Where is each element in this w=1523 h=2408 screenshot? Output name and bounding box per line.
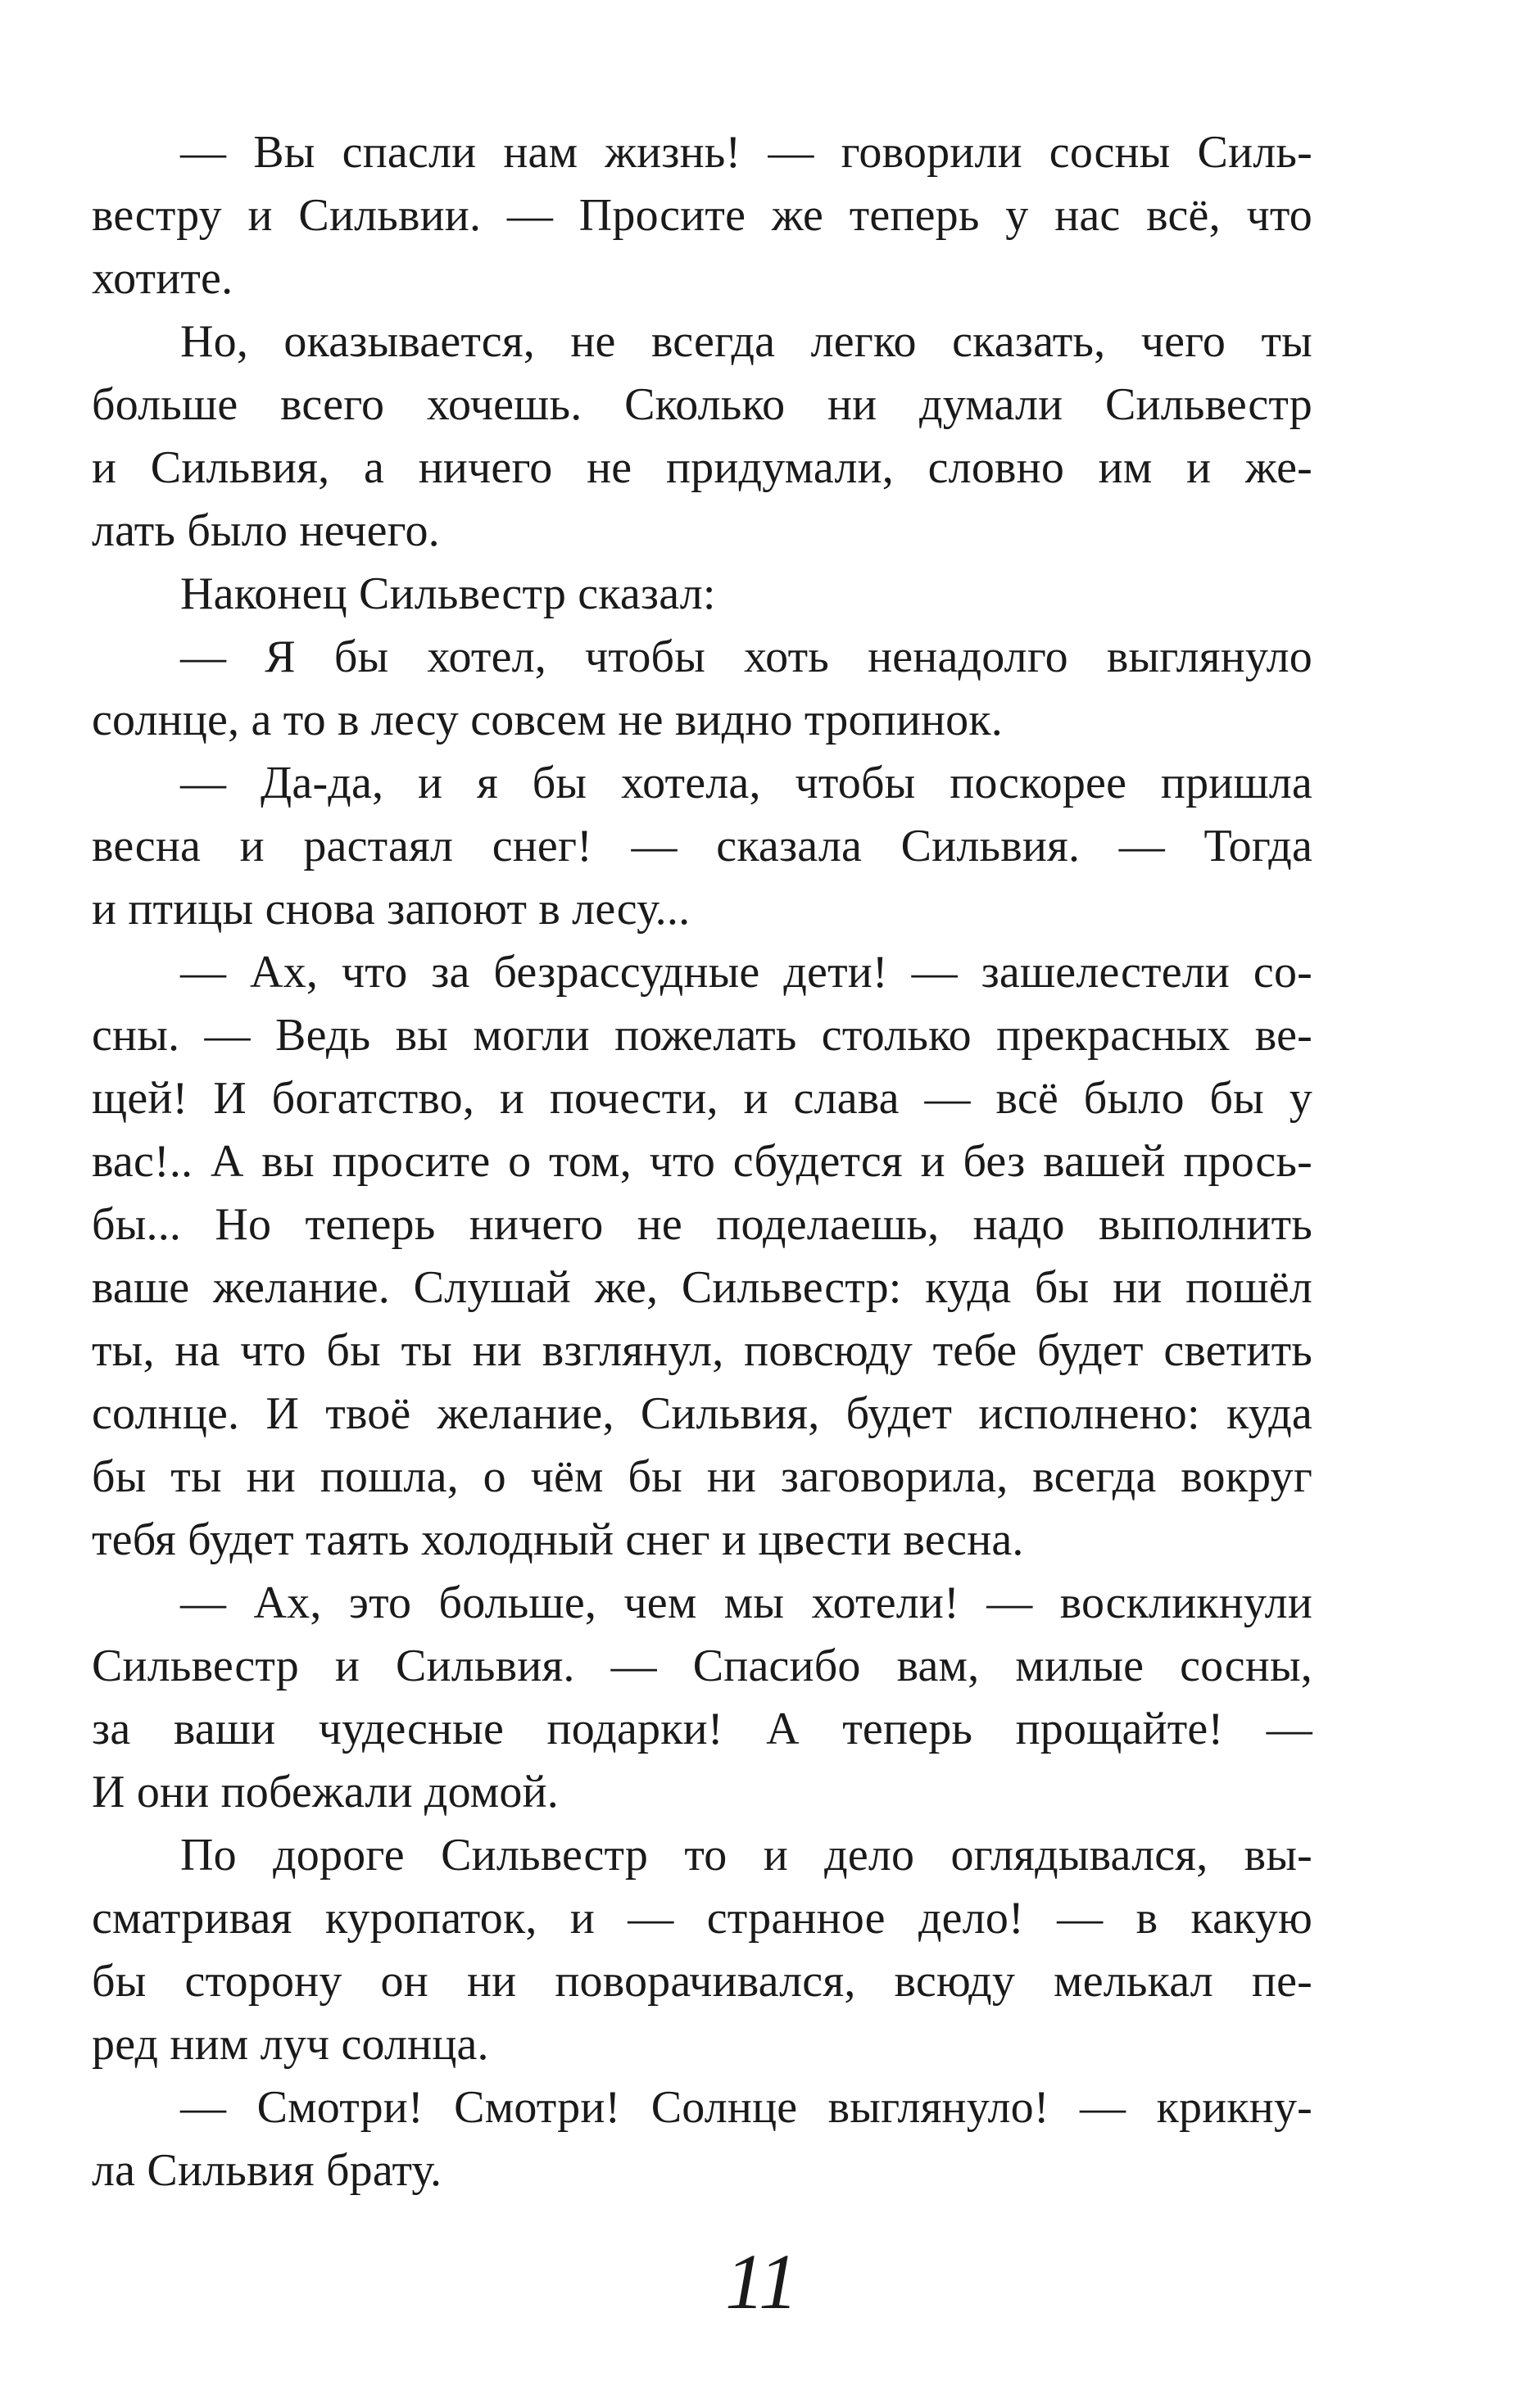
text-line: бы... Но теперь ничего не поделаешь, надо выполнить <box>92 1199 1312 1250</box>
text-line: Сильвестр и Сильвия. — Спасибо вам, милые сосны, <box>92 1641 1312 1691</box>
text-line: больше всего хочешь. Сколько ни думали Сильвестр <box>92 379 1312 430</box>
text-line: Наконец Сильвестр сказал: <box>180 568 716 619</box>
text-line: солнце. И твоё желание, Сильвия, будет исполнено: куда <box>92 1388 1312 1439</box>
text-line: — Ах, что за безрассудные дети! — зашелестели со- <box>180 947 1312 998</box>
text-line: солнце, а то в лесу совсем не видно тропинок. <box>92 695 1003 745</box>
text-line: и Сильвия, а ничего не придумали, словно им и же- <box>92 442 1312 493</box>
text-line: — Вы спасли нам жизнь! — говорили сосны Силь- <box>180 127 1312 178</box>
text-line: Но, оказывается, не всегда легко сказать, чего ты <box>180 316 1312 367</box>
text-line: ред ним луч солнца. <box>92 2019 489 2070</box>
page-number: 11 <box>725 2238 798 2325</box>
text-line: — Да-да, и я бы хотела, чтобы поскорее пришла <box>180 758 1312 808</box>
text-line: лать было нечего. <box>92 505 440 556</box>
text-line: ваше желание. Слушай же, Сильвестр: куда бы ни пошёл <box>92 1262 1312 1313</box>
text-line: вестру и Сильвии. — Просите же теперь у нас всё, что <box>92 190 1312 241</box>
text-line: щей! И богатство, и почести, и слава — всё было бы у <box>92 1073 1312 1124</box>
text-line: — Ах, это больше, чем мы хотели! — воскликнули <box>180 1577 1312 1628</box>
page-body <box>92 121 1312 2202</box>
text-line: и птицы снова запоют в лесу... <box>92 884 691 935</box>
text-line: — Я бы хотел, чтобы хоть ненадолго выглянуло <box>180 631 1312 682</box>
text-line: сматривая куропаток, и — странное дело! — в какую <box>92 1893 1312 1944</box>
text-line: бы сторону он ни поворачивался, всюду мелькал пе- <box>92 1956 1312 2007</box>
text-line: По дороге Сильвестр то и дело оглядывался, вы- <box>180 1830 1312 1881</box>
text-line: за ваши чудесные подарки! А теперь прощайте! — <box>92 1704 1312 1754</box>
text-line: вас!.. А вы просите о том, что сбудется и без вашей прось- <box>92 1136 1312 1187</box>
text-line: бы ты ни пошла, о чём бы ни заговорила, всегда вокруг <box>92 1451 1312 1502</box>
text-line: ты, на что бы ты ни взглянул, повсюду тебе будет светить <box>92 1325 1312 1376</box>
text-line: ла Сильвия брату. <box>92 2145 442 2196</box>
text-line: весна и растаял снег! — сказала Сильвия. — Тогда <box>92 821 1312 871</box>
text-line: сны. — Ведь вы могли пожелать столько прекрасных ве- <box>92 1010 1312 1061</box>
text-line: — Смотри! Смотри! Солнце выглянуло! — крикну- <box>180 2082 1312 2133</box>
text-line: И они побежали домой. <box>92 1767 559 1817</box>
text-line: тебя будет таять холодный снег и цвести весна. <box>92 1514 1024 1565</box>
text-line: хотите. <box>92 253 233 304</box>
